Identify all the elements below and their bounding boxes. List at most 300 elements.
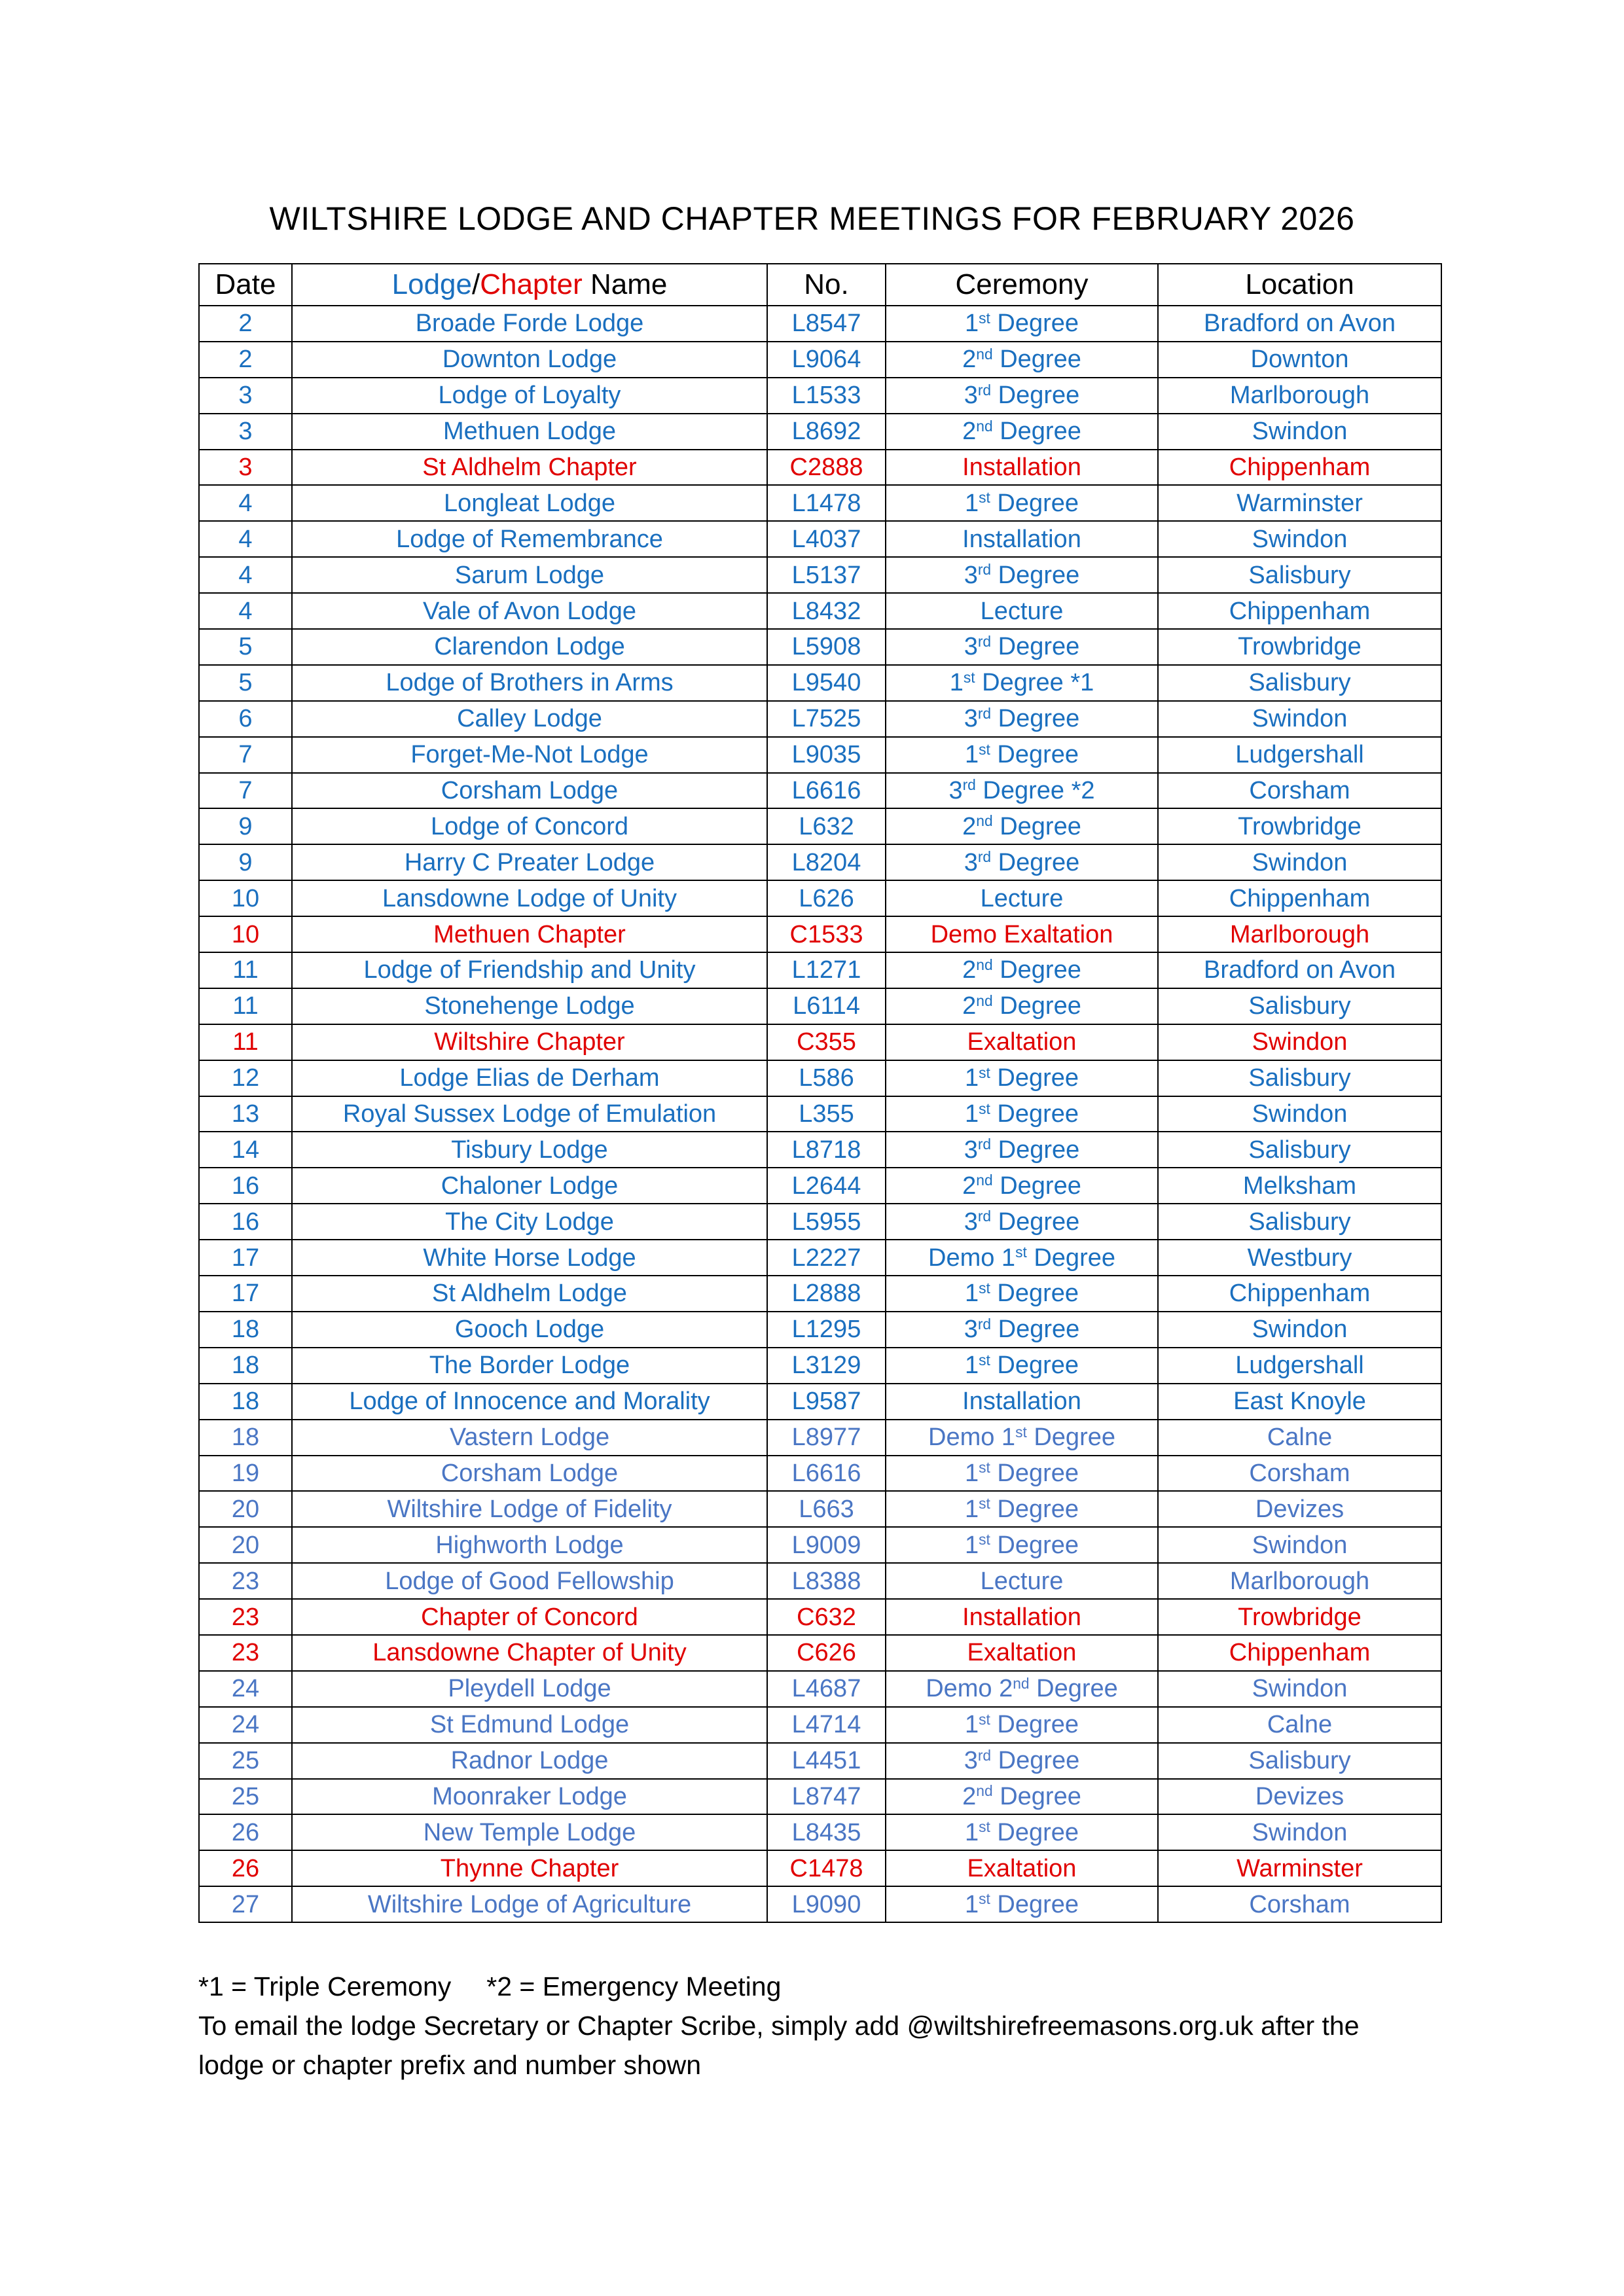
cell-number: L8718	[767, 1132, 886, 1168]
ceremony-text-suffix: Degree	[990, 741, 1079, 769]
cell-number: L3129	[767, 1348, 886, 1384]
table-row	[199, 1671, 1441, 1707]
table-row	[199, 1204, 1441, 1240]
ceremony-text-suffix: Degree *2	[975, 777, 1095, 805]
cell-location: Trowbridge	[1158, 1599, 1441, 1635]
cell-name: White Horse Lodge	[292, 1240, 767, 1276]
ceremony-ordinal-suffix: nd	[976, 417, 993, 435]
cell-location: Marlborough	[1158, 916, 1441, 952]
ceremony-text-suffix: Degree	[991, 1316, 1080, 1344]
cell-name: Longleat Lodge	[292, 485, 767, 521]
cell-number: C626	[767, 1635, 886, 1671]
cell-number: L8747	[767, 1779, 886, 1815]
cell-date: 11	[199, 1024, 292, 1060]
header-ceremony: Ceremony	[886, 264, 1158, 306]
ceremony-ordinal-suffix: rd	[977, 848, 992, 866]
ceremony-ordinal-suffix: st	[979, 1818, 990, 1836]
cell-ceremony	[886, 1707, 1158, 1743]
ceremony-text: 1	[964, 1818, 979, 1846]
cell-date: 23	[199, 1635, 292, 1671]
cell-ceremony	[886, 1527, 1158, 1563]
cell-ceremony	[886, 1456, 1158, 1492]
cell-date: 11	[199, 988, 292, 1024]
cell-number: L4037	[767, 521, 886, 557]
table-row	[199, 1348, 1441, 1384]
ceremony-text-suffix: Degree	[991, 1208, 1080, 1236]
ceremony-text-suffix: Degree	[990, 489, 1079, 517]
ceremony-ordinal-suffix: st	[1015, 1244, 1027, 1261]
ceremony-ordinal-suffix: rd	[977, 632, 992, 650]
cell-location: Marlborough	[1158, 1563, 1441, 1599]
table-row	[199, 521, 1441, 557]
cell-ceremony	[886, 1384, 1158, 1420]
ceremony-text: 3	[964, 1316, 978, 1344]
cell-location: Swindon	[1158, 1814, 1441, 1850]
email-instructions-line-2: lodge or chapter prefix and number shown	[198, 2050, 702, 2080]
ceremony-text: 2	[962, 1782, 977, 1810]
ceremony-text: 3	[964, 1208, 978, 1236]
cell-date: 18	[199, 1312, 292, 1348]
cell-name: Chapter of Concord	[292, 1599, 767, 1635]
ceremony-ordinal-suffix: nd	[976, 1172, 993, 1189]
cell-location: Swindon	[1158, 1096, 1441, 1132]
ceremony-text: Installation	[962, 1603, 1081, 1631]
ceremony-text-suffix: Degree	[990, 1459, 1079, 1487]
cell-number: L8692	[767, 414, 886, 450]
cell-number: L2227	[767, 1240, 886, 1276]
table-row	[199, 450, 1441, 486]
cell-name: St Aldhelm Lodge	[292, 1276, 767, 1312]
cell-date: 2	[199, 306, 292, 342]
cell-ceremony	[886, 952, 1158, 988]
ceremony-ordinal-suffix: st	[979, 1459, 990, 1477]
cell-location: Chippenham	[1158, 450, 1441, 486]
ceremony-text: Demo 1	[928, 1424, 1016, 1452]
cell-name: Lodge of Remembrance	[292, 521, 767, 557]
ceremony-ordinal-suffix: st	[979, 1710, 990, 1728]
cell-number: L7525	[767, 701, 886, 737]
cell-ceremony	[886, 1096, 1158, 1132]
cell-name: Lodge of Friendship and Unity	[292, 952, 767, 988]
ceremony-text: 1	[964, 1890, 979, 1918]
cell-location: Bradford on Avon	[1158, 952, 1441, 988]
cell-number: L4714	[767, 1707, 886, 1743]
cell-name: Methuen Lodge	[292, 414, 767, 450]
cell-number: L5137	[767, 557, 886, 593]
table-row	[199, 1850, 1441, 1886]
cell-location: Calne	[1158, 1707, 1441, 1743]
ceremony-text: Demo Exaltation	[930, 920, 1113, 948]
cell-date: 7	[199, 737, 292, 773]
ceremony-text: Exaltation	[967, 1639, 1077, 1667]
cell-name: Chaloner Lodge	[292, 1168, 767, 1204]
ceremony-text: 2	[962, 956, 977, 984]
cell-location: Marlborough	[1158, 378, 1441, 414]
table-row	[199, 773, 1441, 809]
footer-notes	[198, 1967, 1481, 2085]
table-row	[199, 808, 1441, 844]
cell-date: 4	[199, 557, 292, 593]
cell-ceremony	[886, 665, 1158, 701]
ceremony-ordinal-suffix: rd	[977, 1208, 992, 1225]
ceremony-text-suffix: Degree	[992, 418, 1081, 446]
cell-name: Methuen Chapter	[292, 916, 767, 952]
table-row	[199, 1420, 1441, 1456]
ceremony-ordinal-suffix: st	[1015, 1423, 1027, 1441]
cell-ceremony	[886, 737, 1158, 773]
ceremony-text: 1	[964, 1531, 979, 1559]
cell-location: Swindon	[1158, 1671, 1441, 1707]
cell-name: Lodge of Concord	[292, 808, 767, 844]
ceremony-text-suffix: Degree	[992, 812, 1081, 840]
ceremony-ordinal-suffix: rd	[977, 1315, 992, 1333]
cell-location: Swindon	[1158, 1527, 1441, 1563]
cell-number: L2644	[767, 1168, 886, 1204]
cell-number: L8977	[767, 1420, 886, 1456]
cell-ceremony	[886, 808, 1158, 844]
cell-ceremony	[886, 1814, 1158, 1850]
cell-number: L9035	[767, 737, 886, 773]
cell-location: Chippenham	[1158, 1276, 1441, 1312]
cell-name: Lansdowne Lodge of Unity	[292, 880, 767, 916]
ceremony-text: Demo 1	[928, 1244, 1016, 1272]
ceremony-text: 3	[964, 561, 978, 589]
cell-date: 16	[199, 1168, 292, 1204]
cell-number: L9064	[767, 342, 886, 378]
table-row	[199, 1743, 1441, 1779]
cell-name: Harry C Preater Lodge	[292, 844, 767, 880]
table-row	[199, 1456, 1441, 1492]
cell-date: 14	[199, 1132, 292, 1168]
table-row	[199, 1384, 1441, 1420]
cell-number: L4451	[767, 1743, 886, 1779]
ceremony-text: Demo 2	[926, 1675, 1013, 1703]
header-name-separator: /	[471, 268, 480, 300]
cell-number: L586	[767, 1060, 886, 1096]
table-row	[199, 1096, 1441, 1132]
footnote-2: *2 = Emergency Meeting	[486, 1971, 782, 2001]
cell-date: 6	[199, 701, 292, 737]
cell-date: 25	[199, 1779, 292, 1815]
cell-number: L8547	[767, 306, 886, 342]
ceremony-text: 3	[948, 777, 963, 805]
cell-date: 25	[199, 1743, 292, 1779]
cell-date: 3	[199, 414, 292, 450]
ceremony-text: Lecture	[980, 1567, 1064, 1595]
ceremony-ordinal-suffix: st	[979, 309, 990, 327]
cell-date: 3	[199, 450, 292, 486]
table-row	[199, 1527, 1441, 1563]
ceremony-text-suffix: Degree	[991, 561, 1080, 589]
table-row	[199, 880, 1441, 916]
cell-name: Lodge of Innocence and Morality	[292, 1384, 767, 1420]
ceremony-ordinal-suffix: nd	[976, 956, 993, 973]
ceremony-ordinal-suffix: st	[979, 1531, 990, 1549]
ceremony-text-suffix: Degree	[991, 382, 1080, 410]
cell-date: 2	[199, 342, 292, 378]
cell-number: L6616	[767, 1456, 886, 1492]
table-row	[199, 1635, 1441, 1671]
cell-location: Swindon	[1158, 521, 1441, 557]
ceremony-text-suffix: Degree *1	[975, 669, 1094, 697]
cell-ceremony	[886, 593, 1158, 629]
header-name	[292, 264, 767, 306]
table-row	[199, 1707, 1441, 1743]
cell-number: C1533	[767, 916, 886, 952]
ceremony-text-suffix: Degree	[990, 310, 1079, 338]
ceremony-text: Exaltation	[967, 1854, 1077, 1882]
cell-location: Trowbridge	[1158, 629, 1441, 665]
cell-location: Melksham	[1158, 1168, 1441, 1204]
cell-name: Gooch Lodge	[292, 1312, 767, 1348]
cell-location: Salisbury	[1158, 988, 1441, 1024]
cell-location: Salisbury	[1158, 665, 1441, 701]
cell-date: 27	[199, 1886, 292, 1922]
cell-ceremony	[886, 1779, 1158, 1815]
cell-number: L5908	[767, 629, 886, 665]
cell-date: 19	[199, 1456, 292, 1492]
ceremony-ordinal-suffix: st	[979, 1495, 990, 1513]
ceremony-text: 1	[964, 741, 979, 769]
ceremony-ordinal-suffix: st	[979, 1351, 990, 1369]
cell-location: Salisbury	[1158, 1743, 1441, 1779]
ceremony-text: 1	[964, 1280, 979, 1308]
cell-ceremony	[886, 844, 1158, 880]
ceremony-text: 2	[962, 992, 977, 1020]
cell-name: Forget-Me-Not Lodge	[292, 737, 767, 773]
cell-ceremony	[886, 1563, 1158, 1599]
cell-number: L2888	[767, 1276, 886, 1312]
ceremony-text: 1	[964, 1495, 979, 1523]
table-row	[199, 414, 1441, 450]
cell-number: L8388	[767, 1563, 886, 1599]
table-row	[199, 701, 1441, 737]
ceremony-text-suffix: Degree	[1029, 1675, 1118, 1703]
cell-ceremony	[886, 1743, 1158, 1779]
cell-name: Vastern Lodge	[292, 1420, 767, 1456]
cell-ceremony	[886, 1671, 1158, 1707]
cell-name: Radnor Lodge	[292, 1743, 767, 1779]
cell-name: New Temple Lodge	[292, 1814, 767, 1850]
ceremony-text-suffix: Degree	[992, 1782, 1081, 1810]
ceremony-text-suffix: Degree	[990, 1531, 1079, 1559]
cell-ceremony	[886, 1312, 1158, 1348]
cell-number: L632	[767, 808, 886, 844]
cell-date: 9	[199, 808, 292, 844]
cell-ceremony	[886, 414, 1158, 450]
cell-date: 10	[199, 916, 292, 952]
table-row	[199, 1276, 1441, 1312]
ceremony-text: 1	[964, 1064, 979, 1092]
cell-number: L8204	[767, 844, 886, 880]
cell-ceremony	[886, 450, 1158, 486]
cell-ceremony	[886, 521, 1158, 557]
cell-date: 23	[199, 1563, 292, 1599]
ceremony-ordinal-suffix: nd	[976, 1782, 993, 1800]
cell-ceremony	[886, 1240, 1158, 1276]
ceremony-text: Lecture	[980, 597, 1064, 625]
ceremony-text: Installation	[962, 454, 1081, 481]
ceremony-text-suffix: Degree	[991, 1136, 1080, 1164]
ceremony-text: 2	[962, 1172, 977, 1200]
cell-ceremony	[886, 1204, 1158, 1240]
cell-name: Wiltshire Lodge of Agriculture	[292, 1886, 767, 1922]
ceremony-text: 1	[964, 1100, 979, 1128]
cell-location: Devizes	[1158, 1779, 1441, 1815]
ceremony-text-suffix: Degree	[1026, 1424, 1115, 1452]
cell-date: 26	[199, 1814, 292, 1850]
cell-ceremony	[886, 342, 1158, 378]
cell-ceremony	[886, 880, 1158, 916]
ceremony-text: 3	[964, 1747, 978, 1775]
ceremony-text: 1	[964, 1352, 979, 1380]
cell-date: 24	[199, 1707, 292, 1743]
table-row	[199, 342, 1441, 378]
table-row	[199, 1779, 1441, 1815]
ceremony-text-suffix: Degree	[992, 346, 1081, 374]
cell-date: 17	[199, 1240, 292, 1276]
ceremony-text-suffix: Degree	[991, 848, 1080, 876]
cell-name: Highworth Lodge	[292, 1527, 767, 1563]
cell-number: L8432	[767, 593, 886, 629]
cell-date: 9	[199, 844, 292, 880]
cell-number: L8435	[767, 1814, 886, 1850]
cell-date: 12	[199, 1060, 292, 1096]
cell-ceremony	[886, 629, 1158, 665]
cell-date: 11	[199, 952, 292, 988]
cell-number: L9540	[767, 665, 886, 701]
ceremony-text: 3	[964, 633, 978, 661]
cell-number: L1295	[767, 1312, 886, 1348]
cell-date: 4	[199, 521, 292, 557]
ceremony-ordinal-suffix: nd	[976, 812, 993, 830]
cell-name: Calley Lodge	[292, 701, 767, 737]
cell-date: 17	[199, 1276, 292, 1312]
cell-ceremony	[886, 557, 1158, 593]
table-row	[199, 844, 1441, 880]
cell-location: Chippenham	[1158, 593, 1441, 629]
ceremony-ordinal-suffix: rd	[962, 776, 976, 794]
cell-number: L4687	[767, 1671, 886, 1707]
email-instructions-line-1: To email the lodge Secretary or Chapter Scribe, simply add @wiltshirefreemasons.org.uk after the	[198, 2011, 1360, 2041]
cell-location: Corsham	[1158, 773, 1441, 809]
cell-name: Lodge Elias de Derham	[292, 1060, 767, 1096]
cell-location: Devizes	[1158, 1491, 1441, 1527]
cell-name: Wiltshire Chapter	[292, 1024, 767, 1060]
ceremony-text: 1	[964, 1711, 979, 1739]
cell-location: Salisbury	[1158, 1132, 1441, 1168]
cell-name: Lodge of Loyalty	[292, 378, 767, 414]
cell-ceremony	[886, 701, 1158, 737]
cell-number: L1533	[767, 378, 886, 414]
ceremony-text-suffix: Degree	[991, 1747, 1080, 1775]
cell-date: 20	[199, 1527, 292, 1563]
cell-location: Ludgershall	[1158, 737, 1441, 773]
ceremony-text: 3	[964, 1136, 978, 1164]
ceremony-ordinal-suffix: nd	[976, 992, 993, 1009]
ceremony-text-suffix: Degree	[992, 1172, 1081, 1200]
ceremony-ordinal-suffix: rd	[977, 1746, 992, 1764]
cell-name: Stonehenge Lodge	[292, 988, 767, 1024]
header-name-lodge: Lodge	[391, 268, 472, 300]
ceremony-ordinal-suffix: rd	[977, 1136, 992, 1153]
table-row	[199, 916, 1441, 952]
cell-location: Salisbury	[1158, 557, 1441, 593]
cell-date: 23	[199, 1599, 292, 1635]
cell-location: Westbury	[1158, 1240, 1441, 1276]
cell-location: Chippenham	[1158, 1635, 1441, 1671]
table-row	[199, 1132, 1441, 1168]
cell-number: C632	[767, 1599, 886, 1635]
table-row	[199, 378, 1441, 414]
cell-ceremony	[886, 1060, 1158, 1096]
cell-location: Ludgershall	[1158, 1348, 1441, 1384]
ceremony-ordinal-suffix: rd	[977, 561, 992, 579]
cell-number: L9009	[767, 1527, 886, 1563]
cell-ceremony	[886, 988, 1158, 1024]
cell-location: Swindon	[1158, 1024, 1441, 1060]
ceremony-text-suffix: Degree	[990, 1711, 1079, 1739]
cell-ceremony	[886, 1348, 1158, 1384]
cell-number: L355	[767, 1096, 886, 1132]
cell-date: 18	[199, 1384, 292, 1420]
cell-ceremony	[886, 1850, 1158, 1886]
cell-name: Sarum Lodge	[292, 557, 767, 593]
ceremony-text: 2	[962, 812, 977, 840]
cell-ceremony	[886, 1491, 1158, 1527]
ceremony-text: 1	[949, 669, 964, 697]
cell-location: Warminster	[1158, 485, 1441, 521]
cell-name: Royal Sussex Lodge of Emulation	[292, 1096, 767, 1132]
ceremony-text: 3	[964, 705, 978, 733]
ceremony-text: Exaltation	[967, 1028, 1077, 1056]
cell-location: Swindon	[1158, 414, 1441, 450]
ceremony-ordinal-suffix: rd	[977, 381, 992, 399]
cell-number: C355	[767, 1024, 886, 1060]
ceremony-text: 3	[964, 848, 978, 876]
ceremony-ordinal-suffix: st	[979, 489, 990, 507]
table-row	[199, 1168, 1441, 1204]
cell-name: The City Lodge	[292, 1204, 767, 1240]
cell-name: Corsham Lodge	[292, 1456, 767, 1492]
cell-ceremony	[886, 306, 1158, 342]
cell-ceremony	[886, 1276, 1158, 1312]
cell-location: Swindon	[1158, 1312, 1441, 1348]
table-row	[199, 1060, 1441, 1096]
ceremony-ordinal-suffix: st	[979, 1890, 990, 1908]
cell-date: 4	[199, 593, 292, 629]
ceremony-text: 3	[964, 382, 978, 410]
cell-number: L6114	[767, 988, 886, 1024]
table-row	[199, 737, 1441, 773]
ceremony-text: 2	[962, 346, 977, 374]
cell-date: 18	[199, 1420, 292, 1456]
ceremony-ordinal-suffix: rd	[977, 704, 992, 722]
ceremony-text-suffix: Degree	[991, 633, 1080, 661]
cell-date: 10	[199, 880, 292, 916]
ceremony-text-suffix: Degree	[1026, 1244, 1115, 1272]
cell-name: Wiltshire Lodge of Fidelity	[292, 1491, 767, 1527]
cell-number: L9090	[767, 1886, 886, 1922]
header-number: No.	[767, 264, 886, 306]
cell-name: Broade Forde Lodge	[292, 306, 767, 342]
table-row	[199, 1312, 1441, 1348]
table-row	[199, 306, 1441, 342]
cell-location: Swindon	[1158, 701, 1441, 737]
cell-name: Moonraker Lodge	[292, 1779, 767, 1815]
meetings-table	[198, 263, 1442, 1923]
ceremony-text: 1	[964, 1459, 979, 1487]
